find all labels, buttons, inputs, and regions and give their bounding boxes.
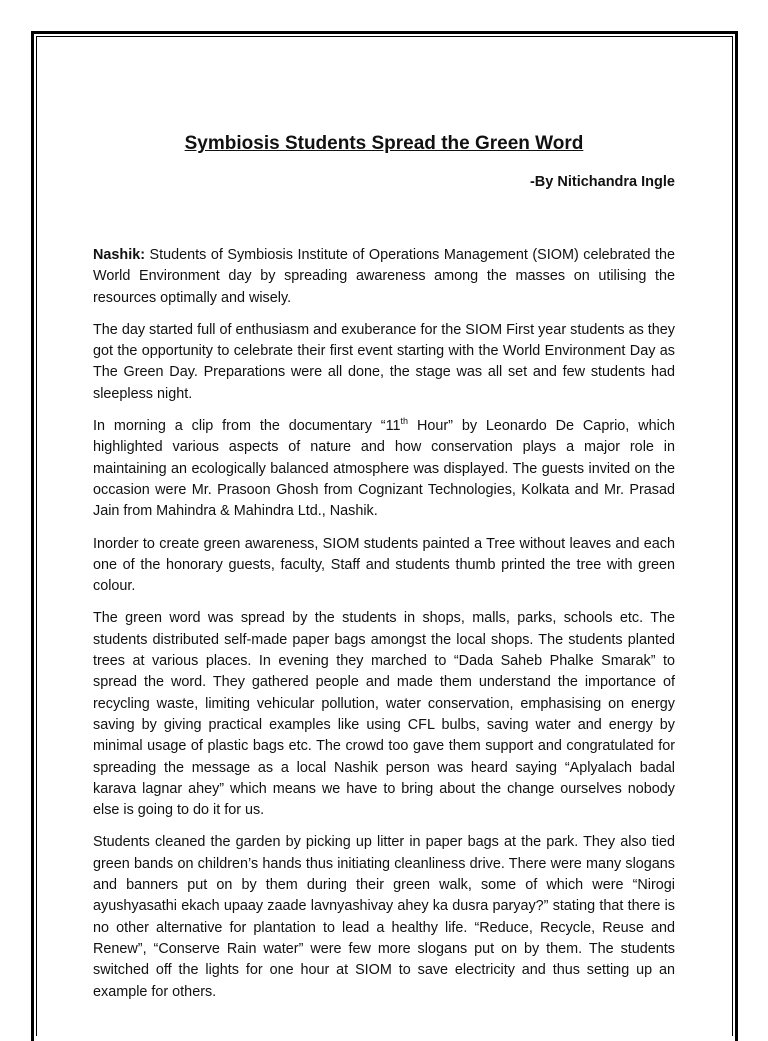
article-title: Symbiosis Students Spread the Green Word bbox=[184, 133, 584, 154]
paragraph-4: Inorder to create green awareness, SIOM students painted a Tree without leaves and each one of the honorary guests, faculty, Staff and students thumb printed the tree with green colour. bbox=[93, 535, 675, 595]
paragraph-3 bbox=[93, 416, 675, 522]
superscript-th: th bbox=[400, 416, 409, 427]
article-body bbox=[93, 126, 675, 1003]
paragraph-3-text-b: Hour” by Leonardo De Caprio, which highlighted various aspects of nature and how conservation plays a major role in maintaining an ecologically balanced atmosphere was displayed. The guests invited on the occasion were Mr. Prasoon Ghosh from Cognizant Technologies, Kolkata and Mr. Prasad Jain from Mahindra & Mahindra Ltd., Nashik. bbox=[93, 418, 675, 520]
paragraph-3-text-a: In morning a clip from the documentary “11 bbox=[93, 418, 401, 435]
paragraph-2: The day started full of enthusiasm and exuberance for the SIOM First year students as they got the opportunity to celebrate their first event starting with the World Environment Day as The Green Day. Preparations were all done, the stage was all set and few students had sleepless night. bbox=[93, 321, 675, 402]
paragraph-6: Students cleaned the garden by picking up litter in paper bags at the park. They also tied green bands on children’s hands thus initiating cleanliness drive. There were many slogans and banners put on by them during their green walk, some of which were “Nirogi ayushyasathi ekach upaay zaade lavnyashivay ahey ka dusra paryay?” stating that there is no other alternative for plantation to lead a healthy life. “Reduce, Recycle, Reuse and Renew”, “Conserve Rain water” were few more slogans put on by them. The students switched off the lights for one hour at SIOM to save electricity and thus setting up an example for others. bbox=[93, 834, 675, 1000]
dateline: Nashik: bbox=[93, 247, 145, 263]
article-byline: -By Nitichandra Ingle bbox=[529, 174, 675, 190]
paragraph-1 bbox=[93, 245, 675, 309]
paragraph-5: The green word was spread by the students in shops, malls, parks, schools etc. The students distributed self-made paper bags amongst the local shops. The students planted trees at various places. In evening they marched to “Dada Saheb Phalke Smarak” to spread the word. They gathered people and made them understand the importance of recycling waste, limiting vehicular pollution, water conservation, emphasising on energy saving by giving practical examples like using CFL bulbs, saving water and energy by minimal usage of plastic bags etc. The crowd too gave them support and congratulated for spreading the message as a local Nashik person was heard saying “Aplyalach badal karava lagnar ahey” which means we have to bring about the change ourselves nobody else is going to do it for us. bbox=[93, 610, 675, 819]
paragraph-1-text: Students of Symbiosis Institute of Operations Management (SIOM) celebrated the World Environment day by spreading awareness among the masses on utilising the resources optimally and wisely. bbox=[93, 247, 675, 306]
